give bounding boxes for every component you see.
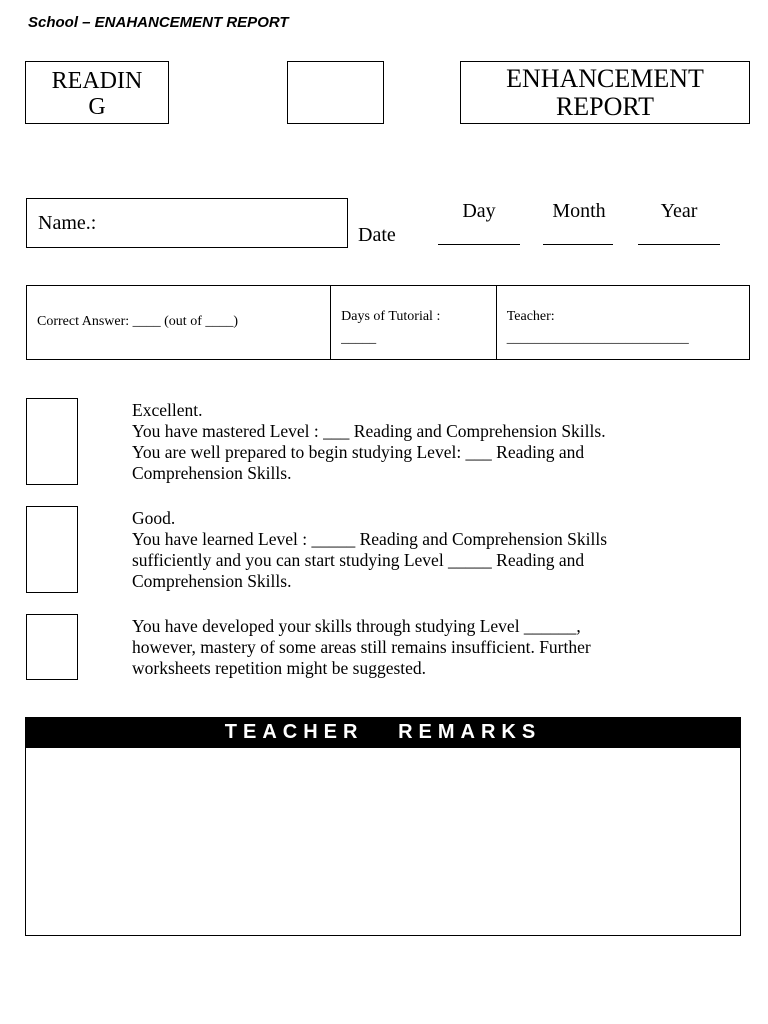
date-year-label: Year [660, 200, 698, 222]
developing-description [132, 616, 732, 679]
correct-answer-cell[interactable] [27, 286, 331, 359]
days-of-tutorial-blank: _____ [341, 331, 377, 346]
title-line-1: ENHANCEMENT [506, 64, 704, 93]
date-month-field[interactable] [543, 244, 613, 245]
excellent-description [132, 400, 732, 484]
teacher-blank: __________________________ [506, 331, 689, 346]
excellent-line: Comprehension Skills. [132, 463, 292, 483]
teacher-cell[interactable] [497, 286, 749, 359]
document-header: School – ENAHANCEMENT REPORT [28, 14, 289, 31]
date-year-field[interactable] [638, 244, 720, 245]
title-box [460, 61, 750, 124]
good-line: Comprehension Skills. [132, 571, 292, 591]
excellent-line: Excellent. [132, 400, 203, 420]
good-line: You have learned Level : _____ Reading and Comprehension Skills [132, 529, 608, 549]
excellent-line: You have mastered Level : ___ Reading and Comprehension Skills. [132, 421, 606, 441]
days-of-tutorial-cell[interactable] [331, 286, 497, 359]
teacher-label: Teacher: [506, 309, 555, 324]
developing-line: however, mastery of some areas still remains insufficient. Further [132, 637, 591, 657]
developing-line: You have developed your skills through studying Level ______, [132, 616, 581, 636]
name-field[interactable] [26, 198, 348, 248]
correct-answer-text: Correct Answer: ____ (out of ____) [37, 314, 239, 329]
teacher-remarks-heading: TEACHER REMARKS [25, 717, 741, 748]
developing-line: worksheets repetition might be suggested. [132, 658, 427, 678]
developing-checkbox[interactable] [26, 614, 78, 680]
excellent-checkbox[interactable] [26, 398, 78, 485]
teacher-remarks-area[interactable] [25, 747, 741, 936]
info-table [26, 285, 750, 360]
excellent-line: You are well prepared to begin studying Level: ___ Reading and [132, 442, 585, 462]
blank-box [287, 61, 384, 124]
good-line: sufficiently and you can start studying Level _____ Reading and [132, 550, 585, 570]
date-day-label: Day [462, 200, 496, 222]
date-month-label: Month [552, 200, 606, 222]
good-description [132, 508, 732, 592]
good-checkbox[interactable] [26, 506, 78, 593]
good-line: Good. [132, 508, 176, 528]
subject-line-2: G [88, 94, 106, 120]
title-line-2: REPORT [555, 92, 655, 121]
date-label: Date [358, 224, 396, 246]
subject-line-1: READIN [51, 68, 143, 94]
subject-box [25, 61, 169, 124]
days-of-tutorial-label: Days of Tutorial : [341, 309, 441, 324]
name-label: Name.: [38, 212, 97, 234]
date-day-field[interactable] [438, 244, 520, 245]
